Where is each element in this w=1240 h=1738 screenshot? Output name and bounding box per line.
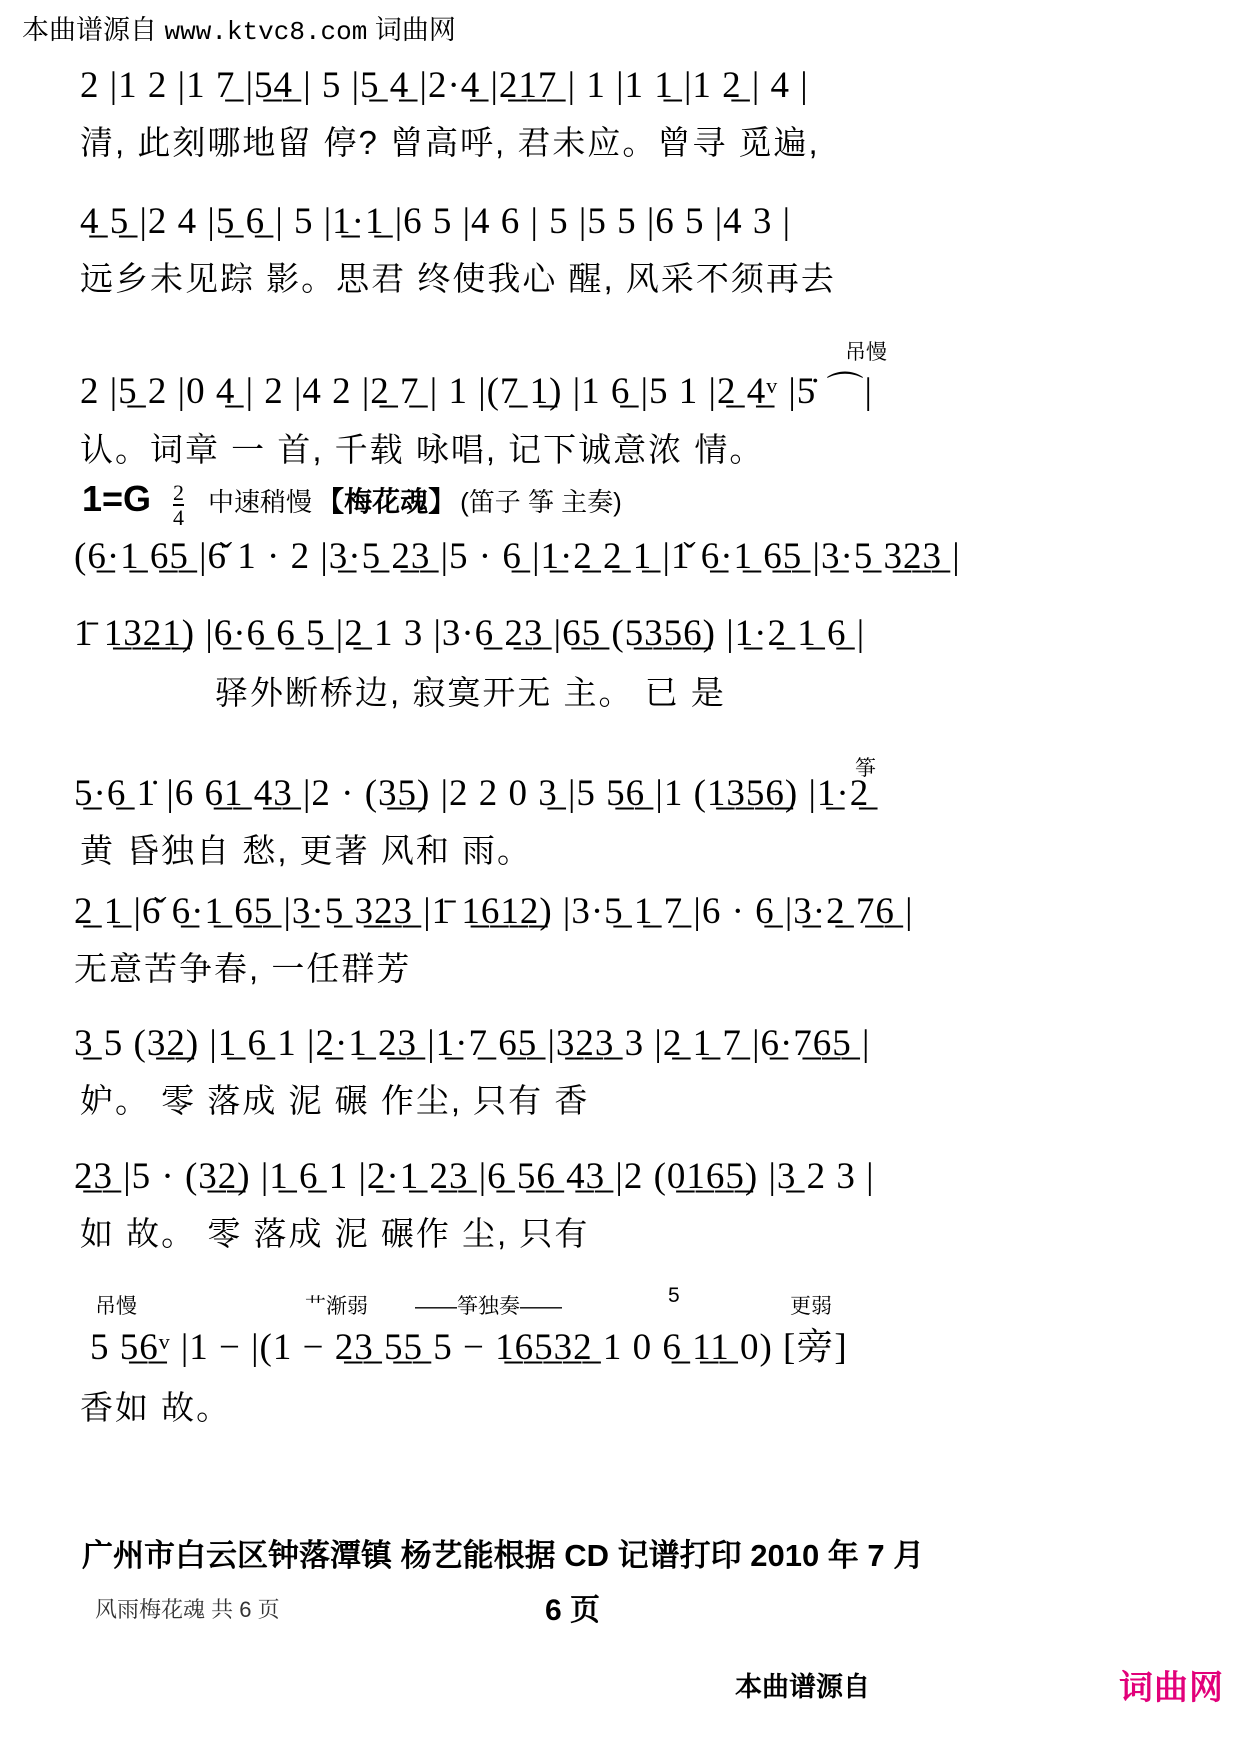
music-system-6 [0, 752, 1240, 872]
footer-song-info: 风雨梅花魂 共 6 页 [95, 1597, 280, 1622]
notation-line-1: 2 |1 2 |1 7̲ |5̲4̲ | 5 |5̲ 4̲ |2·4̲ |2̲1̲7̲ | 1 |1 1̲ |1 2̲ | 4 | [80, 65, 809, 106]
key-signature-line [82, 478, 622, 531]
lyric-line-10: 香如 故。 [80, 1389, 232, 1426]
music-system-9 [0, 1155, 1240, 1255]
notation-line-6: 5̲·6̲ 1̇ |6 6̲1̲ 4̲3̲ |2 · (3̲5̲) |2 2 0 3̲ |5 5̲6̲ |1 (1̲3̲5̲6̲) |1̲·2̲ [74, 773, 870, 814]
notation-line-8: 3̲ 5 (3̲2̲) |1̲ 6̲ 1 |2̲·1̲ 2̲3̲ |1̲·7̲ 6̲5̲ |3̲2̲3̲ 3 |2̲ 1̲ 7̲ |6̲·7̲6̲5̲ | [74, 1023, 871, 1064]
music-system-8 [0, 1022, 1240, 1122]
notation-line-10: 5 5̲6̲ᵛ |1 − |(1 − 2̲3̲ 5̲5̲ 5 − 1̲6̲5̲3̲2̲ 1 0 6̲ 1̲1̲ 0) [旁] [90, 1327, 848, 1368]
lyric-line-9: 如 故。 零 落成 泥 碾作 尘, 只有 [80, 1215, 590, 1252]
header-url: www.ktvc8.com [164, 17, 368, 47]
mark-gradual-soft: 艹渐弱 [305, 1295, 368, 1318]
notation-line-9: 2̲3̲ |5 · (3̲2̲) |1̲ 6̲ 1 |2̲·1̲ 2̲3̲ |6̲ 5̲6̲ 4̲3̲ |2 (0̲1̲6̲5̲) |3̲ 2 3 | [74, 1156, 875, 1197]
mark-diaoman-1: 吊慢 [845, 341, 887, 364]
music-system-10 [0, 1284, 1240, 1429]
lyric-line-1: 清, 此刻哪地留 停? 曾高呼, 君未应。曾寻 觅遍, [80, 124, 820, 161]
lyric-line-6: 黄 昏独自 愁, 更著 风和 雨。 [80, 832, 533, 869]
header-prefix: 本曲谱源自 [22, 15, 157, 45]
music-system-3 [0, 338, 1240, 471]
time-signature-denominator: 4 [173, 505, 185, 531]
section-title: 【梅花魂】 [316, 486, 457, 517]
notation-line-3: 2 |5̲ 2 |0 4̲ | 2 |4 2 |2̲ 7̲ | 1 |(7̲ 1̲) |1 6̲ |5 1 |2̲ 4̲ᵛ |5̇ ⌒| [80, 371, 873, 412]
header-suffix: 词曲网 [374, 15, 456, 45]
time-signature-numerator: 2 [173, 480, 185, 506]
key-signature: 1=G [82, 478, 152, 519]
lyric-line-5: 驿外断桥边, 寂寞开无 主。 已 是 [215, 674, 726, 711]
lyric-line-2: 远乡未见踪 影。思君 终使我心 醒, 风采不须再去 [80, 260, 836, 297]
music-system-2 [0, 200, 1240, 300]
music-system-1 [0, 64, 1240, 164]
mark-softer: 更弱 [790, 1295, 832, 1318]
notation-line-5: 1̄ 1̲3̲2̲1̲) |6̲·6̲ 6̲ 5̲ |2̲ 1 3 |3·6̲ 2̲3̲ |6̲5̲ (5̲3̲5̲6̲) |1̲·2̲ 1̲ 6̲ | [74, 613, 866, 654]
footer-source-label: 本曲谱源自 [735, 1672, 870, 1702]
watermark-logo: 词曲网 [1119, 1669, 1224, 1707]
notation-line-7: 2̲ 1̲ |6̌ 6̲·1̲ 6̲5̲ |3̲·5̲ 3̲2̲3̲ |1̄ 1̲6̲1̲2̲) |3·5̲ 1̲ 7̲ |6 · 6̲ |3̲·2̲ 7̲6̲ | [74, 891, 914, 932]
notation-line-2: 4̲ 5̲ |2 4 |5̲ 6̲ | 5 |1̲·1̲ |6 5 |4 6 | 5 |5 5 |6 5 |4 3 | [80, 201, 792, 242]
lyric-line-7: 无意苦争春, 一任群芳 [74, 950, 412, 987]
notation-line-4: (6̲·1̲ 6̲5̲ |6̌ 1 · 2 |3̲·5̲ 2̲3̲ |5 · 6̲ |1̲·2̲ 2̲ 1̲ |1̌ 6̲·1̲ 6̲5̲ |3̲·5̲ 3̲2̲3̲ | [74, 536, 961, 577]
footer-page-number: 6 页 [545, 1594, 601, 1627]
mark-diaoman-2: 吊慢 [95, 1295, 137, 1318]
mark-zheng-solo: ——筝独奏—— [415, 1295, 562, 1318]
music-system-5 [0, 612, 1240, 714]
mark-zheng-1: 筝 [855, 757, 876, 780]
page-header [22, 8, 456, 47]
music-system-7 [0, 890, 1240, 990]
mark-tuplet-5: 5 [668, 1284, 680, 1307]
instrumentation-note: (笛子 筝 主奏) [460, 487, 622, 517]
music-system-4 [0, 535, 1240, 578]
tempo-marking: 中速稍慢 [208, 487, 313, 517]
lyric-line-3: 认。词章 一 首, 千载 咏唱, 记下诚意浓 情。 [80, 431, 765, 468]
time-signature [173, 481, 184, 529]
credit-line: 广州市白云区钟落潭镇 杨艺能根据 CD 记谱打印 2010 年 7 月 [82, 1538, 925, 1573]
lyric-line-8: 妒。 零 落成 泥 碾 作尘, 只有 香 [80, 1082, 590, 1119]
